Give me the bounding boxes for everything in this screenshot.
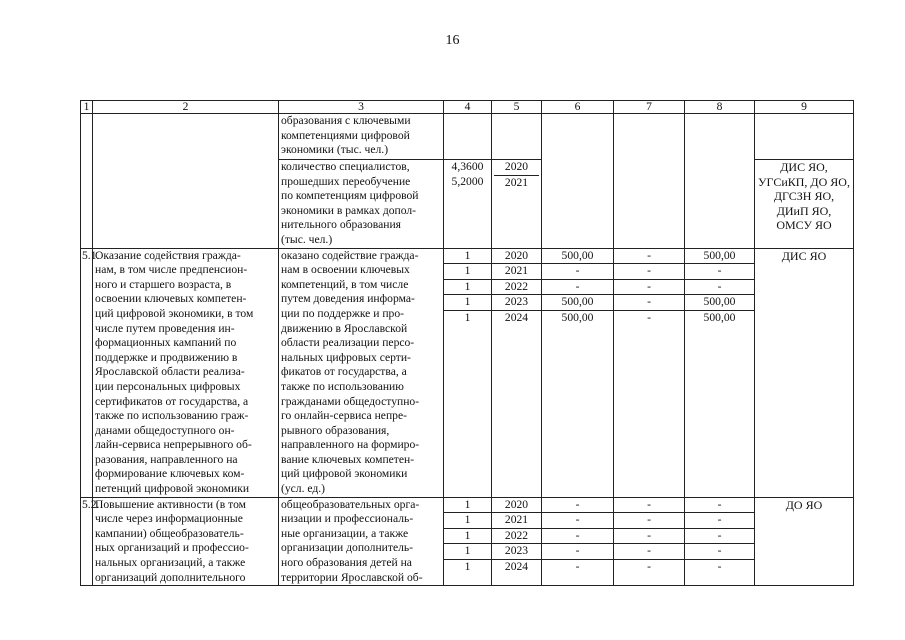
funding-cell xyxy=(685,114,755,249)
indicator-line: фикатов от государства, а xyxy=(281,365,407,379)
event-line: ций цифровой экономики, в том xyxy=(95,306,254,320)
year-cell xyxy=(492,497,542,586)
organization-cell xyxy=(755,248,854,497)
indicator-cell xyxy=(279,497,444,586)
total-value: - xyxy=(542,498,613,514)
indicator-line: общеобразовательных орга- xyxy=(281,497,420,511)
funding-value: - xyxy=(614,544,684,560)
event-line: данами общедоступного он- xyxy=(95,423,235,437)
indicator-line: нальных цифровых серти- xyxy=(281,350,411,364)
organization-line: ДИС ЯО, xyxy=(780,160,828,174)
year-value: 2023 xyxy=(492,295,541,311)
indicator-line: (усл. ед.) xyxy=(281,482,326,496)
program-table xyxy=(80,100,854,586)
funding-value: - xyxy=(614,513,684,529)
indicator-line: прошедших переобучение xyxy=(281,174,411,188)
indicator-line: количество специалистов, xyxy=(281,160,410,173)
event-cell xyxy=(93,114,279,249)
indicator-line: территории Ярославской об- xyxy=(281,570,423,584)
organization-line: УГСиКП, ДО ЯО, xyxy=(758,174,850,189)
event-cell xyxy=(93,248,279,497)
organization-cell xyxy=(755,114,854,160)
indicator-line: ного образования детей на xyxy=(281,556,412,570)
indicator-line: ций цифровой экономики xyxy=(281,467,408,481)
indicator-line: путем доведения информа- xyxy=(281,292,415,306)
total-value: 500,00 xyxy=(542,249,613,265)
funding-value: - xyxy=(685,544,754,560)
value-cell xyxy=(444,160,492,249)
indicator-value: 1 xyxy=(444,529,491,545)
funding-value: 500,00 xyxy=(685,249,754,265)
indicator-value: 1 xyxy=(444,280,491,296)
funding-value: - xyxy=(614,264,684,280)
year-cell xyxy=(492,248,542,497)
event-line: нальных организаций, а также xyxy=(95,556,246,570)
event-line: Ярославской области реализа- xyxy=(95,365,245,379)
organization-line: ДИиП ЯО, xyxy=(776,203,832,218)
table-row xyxy=(81,248,854,497)
funding-value: - xyxy=(647,310,651,324)
year-value: 2024 xyxy=(504,560,529,574)
event-line: кампании) общеобразователь- xyxy=(95,526,244,540)
indicator-value: 1 xyxy=(464,310,471,324)
organization-cell xyxy=(755,160,854,249)
funding-value: - xyxy=(685,280,754,296)
indicator-line: ции по поддержке и про- xyxy=(281,306,404,320)
row-number: 5.2. xyxy=(81,497,93,586)
table-row xyxy=(81,497,854,586)
organization-line: ДО ЯО xyxy=(785,497,823,512)
funding-value: 500,00 xyxy=(685,295,754,311)
total-value: 500,00 xyxy=(542,295,613,311)
indicator-value: 1 xyxy=(444,264,491,280)
event-line: Оказание содействия гражда- xyxy=(95,248,241,262)
value-cell xyxy=(444,497,492,586)
funding-value: - xyxy=(614,529,684,545)
table-header-row xyxy=(81,101,854,114)
event-line: ного и старшего возраста, в xyxy=(95,277,232,291)
header-cell: 2 xyxy=(93,101,279,114)
year-value: 2020 xyxy=(492,498,541,514)
funding-cell xyxy=(614,114,685,249)
header-cell: 6 xyxy=(542,101,614,114)
organization-line: ОМСУ ЯО xyxy=(776,218,832,233)
funding-value: - xyxy=(685,529,754,545)
indicator-value: 1 xyxy=(444,249,491,265)
indicator-value: 1 xyxy=(444,513,491,529)
funding-value: - xyxy=(685,498,754,514)
indicator-line: рывного образования, xyxy=(281,423,390,437)
funding-value: 500,00 xyxy=(703,310,736,324)
indicator-line: нам в освоении ключевых xyxy=(281,263,410,277)
year-value: 2021 xyxy=(492,513,541,529)
total-value: - xyxy=(542,544,613,560)
funding-cell xyxy=(614,248,685,497)
indicator-value: 1 xyxy=(444,295,491,311)
event-line: поддержке и продвижению в xyxy=(95,350,238,364)
total-cell xyxy=(542,114,614,249)
indicator-line: движению в Ярославской xyxy=(281,321,408,335)
event-line: освоении ключевых компетен- xyxy=(95,292,247,306)
year-value: 2024 xyxy=(504,310,529,324)
year-value: 2020 xyxy=(492,249,541,265)
year-value: 2021 xyxy=(492,264,541,280)
total-value: - xyxy=(542,280,613,296)
indicator-line: по компетенциям цифровой xyxy=(281,189,419,203)
event-line: ции персональных цифровых xyxy=(95,379,241,393)
indicator-line: го онлайн-сервиса непре- xyxy=(281,409,407,423)
event-line: числе путем проведения ин- xyxy=(95,321,235,335)
event-line: числе через информационные xyxy=(95,512,243,526)
event-line: нам, в том числе предпенсион- xyxy=(95,263,248,277)
funding-cell xyxy=(685,497,755,586)
header-cell: 3 xyxy=(279,101,444,114)
indicator-line: компетенциями цифровой xyxy=(281,128,410,142)
year-value: 2022 xyxy=(492,529,541,545)
row-number-cell xyxy=(81,114,93,249)
funding-cell xyxy=(685,248,755,497)
event-line: разования, направленного на xyxy=(95,452,238,466)
funding-value: - xyxy=(717,560,722,574)
indicator-line: направленного на формиро- xyxy=(281,438,420,452)
year-value: 2022 xyxy=(492,280,541,296)
indicator-value: 4,3600 xyxy=(451,160,484,173)
total-value: - xyxy=(542,513,613,529)
header-cell: 5 xyxy=(492,101,542,114)
indicator-line: (тыс. чел.) xyxy=(281,232,333,246)
indicator-line: организации дополнитель- xyxy=(281,541,414,555)
header-cell: 1 xyxy=(81,101,93,114)
year-value: 2021 xyxy=(504,175,529,189)
funding-value: - xyxy=(614,249,684,265)
indicator-line: оказано содействие гражда- xyxy=(281,248,419,262)
total-cell xyxy=(542,497,614,586)
total-value: - xyxy=(542,529,613,545)
event-line: ных организаций и профессио- xyxy=(95,541,249,555)
funding-value: - xyxy=(614,280,684,296)
total-cell xyxy=(542,248,614,497)
indicator-line: ные организации, а также xyxy=(281,526,409,540)
indicator-value: 1 xyxy=(464,560,471,574)
indicator-line: экономики в рамках допол- xyxy=(281,203,417,217)
row-number: 5.1. xyxy=(81,248,93,497)
table-row xyxy=(81,114,854,160)
indicator-line: также по использованию xyxy=(281,379,404,393)
funding-value: - xyxy=(647,560,651,574)
funding-value: - xyxy=(685,264,754,280)
event-line: формирование ключевых ком- xyxy=(95,467,245,481)
header-cell: 9 xyxy=(755,101,854,114)
funding-value: - xyxy=(685,513,754,529)
indicator-value: 5,2000 xyxy=(451,174,484,188)
event-cell xyxy=(93,497,279,586)
indicator-line: гражданами общедоступно- xyxy=(281,394,420,408)
header-cell: 4 xyxy=(444,101,492,114)
indicator-line: области реализации персо- xyxy=(281,336,415,350)
indicator-line: экономики (тыс. чел.) xyxy=(281,143,389,157)
year-cell xyxy=(492,114,542,160)
indicator-line: компетенций, в том числе xyxy=(281,277,409,291)
indicator-line: низации и профессиональ- xyxy=(281,512,414,526)
year-cell xyxy=(492,160,542,249)
total-value: 500,00 xyxy=(561,310,594,324)
event-line: петенций цифровой экономики xyxy=(95,482,250,496)
event-line: формационных кампаний по xyxy=(95,336,237,350)
organization-line: ДИС ЯО xyxy=(781,248,827,263)
indicator-line: вание ключевых компетен- xyxy=(281,452,415,466)
indicator-cell xyxy=(279,114,444,160)
funding-cell xyxy=(614,497,685,586)
indicator-line: нительного образования xyxy=(281,218,402,232)
indicator-value: 1 xyxy=(444,498,491,514)
year-value: 2020 xyxy=(494,160,539,176)
total-value: - xyxy=(575,560,580,574)
total-value: - xyxy=(542,264,613,280)
indicator-value: 1 xyxy=(444,544,491,560)
funding-value: - xyxy=(614,498,684,514)
organization-cell xyxy=(755,497,854,586)
event-line: Повышение активности (в том xyxy=(95,497,246,511)
header-cell: 7 xyxy=(614,101,685,114)
indicator-line: образования с ключевыми xyxy=(281,114,411,127)
page-number: 16 xyxy=(445,33,460,48)
event-line: лайн-сервиса непрерывного об- xyxy=(95,438,252,452)
event-line: также по использованию граж- xyxy=(95,409,249,423)
organization-line: ДГСЗН ЯО, xyxy=(773,189,835,204)
value-cell xyxy=(444,248,492,497)
indicator-cell xyxy=(279,160,444,249)
value-cell xyxy=(444,114,492,160)
funding-value: - xyxy=(614,295,684,311)
header-cell: 8 xyxy=(685,101,755,114)
year-value: 2023 xyxy=(492,544,541,560)
event-line: организаций дополнительного xyxy=(95,570,246,584)
event-line: сертификатов от государства, а xyxy=(95,394,249,408)
indicator-cell xyxy=(279,248,444,497)
